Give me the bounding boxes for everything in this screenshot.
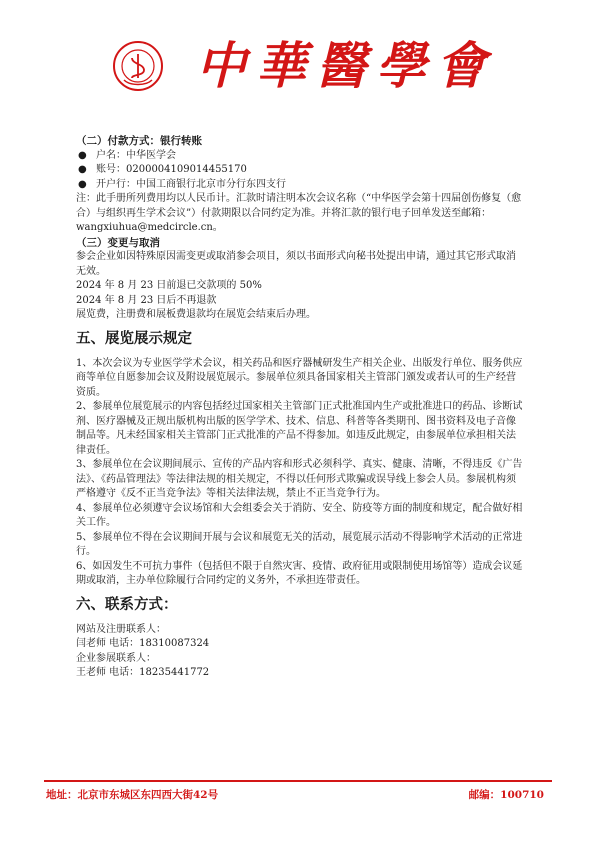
rule-item: 2、参展单位展览展示的内容包括经过国家相关主管部门正式批准国内生产或批准进口的药品、诊断试剂、医疗器械及正规出版机构出版的医学学术、技术、信息、科普等各类期刊、图书资料及电子音像制品等。凡未经国家相关主管部门正式批准的产品不得参加。如违反此规定，由参展单位承担相关法律责任。 — [76, 401, 523, 456]
payment-note: 注：此手册所列费用均以人民币计。汇款时请注明本次会议名称（“中华医学会第十四届创伤修复（愈合）与组织再生学术会议”）付款期限以合同约定为准。并将汇款的银行电子回单发送至邮箱：wangxiuhua@medcircle.cn。 — [76, 193, 522, 233]
account-number: 账号：0200004109014455170 — [96, 164, 247, 175]
letterhead-footer — [44, 780, 552, 806]
document-body — [76, 134, 524, 681]
change-line: 参会企业如因特殊原因需变更或取消参会项目，须以书面形式向秘书处提出申请，通过其它形式取消无效。 — [76, 251, 516, 277]
contact-line: 王老师 电话：18235441772 — [76, 667, 210, 678]
society-logo-icon — [112, 40, 164, 92]
payment-heading: （二）付款方式：银行转账 — [76, 135, 202, 147]
change-heading: （三）变更与取消 — [76, 236, 160, 249]
list-item: ● 账号：0200004109014455170 — [76, 163, 524, 178]
rule-item: 3、参展单位在会议期间展示、宣传的产品内容和形式必须科学、真实、健康、清晰，不得违反《广告法》、《药品管理法》等法律法规的相关规定，不得以任何形式欺骗或误导线上参会人员。参展机构须严格遵守《反不正当竞争法》等相关法律法规，禁止不正当竞争行为。 — [76, 459, 523, 499]
contact-line: 网站及注册联系人： — [76, 623, 166, 635]
letterhead — [0, 0, 596, 130]
rule-item: 1、本次会议为专业医学学术会议，相关药品和医疗器械研发生产相关企业、出版发行单位、服务供应商等单位自愿参加会议及附设展览展示。参展单位须具备国家相关主管部门颁发或者认可的生产经营资质。 — [76, 357, 523, 398]
rules-heading: 五、展览展示规定 — [76, 329, 192, 347]
contact-line: 企业参展联系人： — [76, 652, 156, 664]
rule-item: 5、参展单位不得在会议期间开展与会议和展览无关的活动，展览展示活动不得影响学术活动的正常进行。 — [76, 531, 523, 557]
list-item: ● 户名：中华医学会 — [76, 149, 524, 164]
contact-line: 闫老师 电话：18310087324 — [76, 638, 210, 649]
change-line: 2024 年 8 月 23 日后不再退款 — [76, 294, 217, 306]
change-line: 展览费，注册费和展板费退款均在展览会结束后办理。 — [76, 309, 316, 320]
change-line: 2024 年 8 月 23 日前退已交款项的 50% — [76, 280, 262, 291]
bank-name: 开户行：中国工商银行北京市分行东四支行 — [96, 178, 286, 190]
account-name: 户名：中华医学会 — [96, 149, 176, 161]
rule-item: 6、如因发生不可抗力事件（包括但不限于自然灾害、疫情、政府征用或限制使用场馆等）造成会议延期或取消，主办单位除履行合同约定的义务外，不承担连带责任。 — [76, 560, 523, 586]
list-item: ● 开户行：中国工商银行北京市分行东四支行 — [76, 178, 524, 193]
footer-address: 地址：北京市东城区东四西大街42号 — [46, 789, 219, 801]
rule-item: 4、参展单位必须遵守会议场馆和大会组委会关于消防、安全、防疫等方面的制度和规定，配合做好相关工作。 — [76, 502, 523, 528]
contact-heading: 六、联系方式： — [76, 595, 178, 613]
footer-postcode: 邮编：100710 — [468, 789, 544, 801]
brand-name: 中華醫學會 — [196, 36, 496, 95]
